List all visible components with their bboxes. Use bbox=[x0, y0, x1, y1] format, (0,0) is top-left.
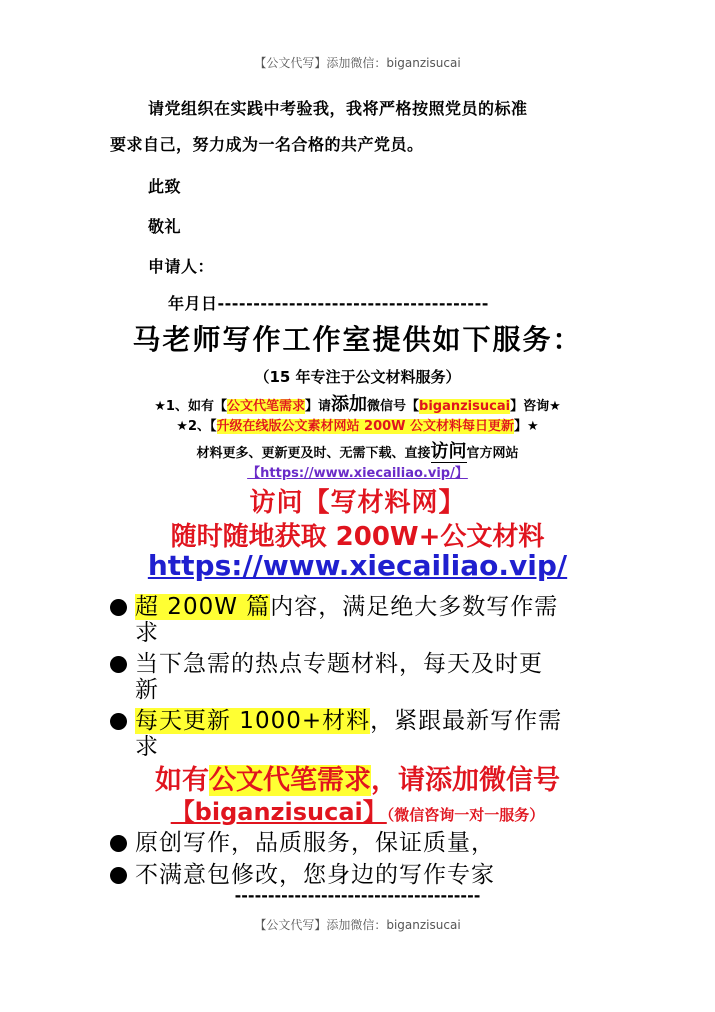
bullet-item-5 bbox=[110, 856, 495, 889]
service-item-1 bbox=[0, 390, 715, 416]
url-big-link[interactable]: https://www.xiecailiao.vip/ bbox=[147, 549, 568, 582]
url-small-link[interactable]: 【https://www.xiecailiao.vip/】 bbox=[247, 466, 468, 481]
ad-subtitle: （15 年专注于公文材料服务） bbox=[254, 368, 461, 386]
service-item-2 bbox=[0, 415, 715, 434]
bullet-3-wrap: 求 bbox=[135, 734, 159, 760]
visit-heading: 访问【写材料网】 bbox=[249, 488, 466, 518]
page-footer: 【公文代写】添加微信：biganzisucai bbox=[254, 918, 461, 932]
bullet-dot bbox=[110, 713, 127, 730]
item2-highlight: 升级在线版公文素材网站 200W 公文材料每日更新 bbox=[216, 419, 515, 434]
bullet-5-text: 不满意包修改，您身边的写作专家 bbox=[135, 862, 495, 888]
item1-prefix: ★1、如有【 bbox=[154, 399, 227, 414]
item1-wechat-id: biganzisucai bbox=[419, 399, 511, 414]
closing-jingli: 敬礼 bbox=[148, 217, 182, 236]
item2-line2-pre: 材料更多、更新更及时、无需下载、直接 bbox=[196, 446, 431, 461]
anytime-heading: 随时随地获取 200W+公文材料 bbox=[170, 522, 545, 552]
item2-end: 】★ bbox=[514, 419, 539, 434]
bullet-1-wrap: 求 bbox=[135, 620, 159, 646]
ad-title: 马老师写作工作室提供如下服务： bbox=[132, 323, 583, 356]
service-item-2-line-2 bbox=[0, 437, 715, 463]
letter-line-2: 要求自己，努力成为一名合格的共产党员。 bbox=[110, 135, 424, 154]
date-line: 年月日-------------------------------------- bbox=[168, 294, 489, 313]
bullet-2-text: 当下急需的热点专题材料，每天及时更 bbox=[135, 651, 543, 677]
letter-line-1: 请党组织在实践中考验我，我将严格按照党员的标准 bbox=[148, 99, 528, 118]
bullet-item-3 bbox=[110, 702, 562, 735]
item2-line2-post: 官方网站 bbox=[466, 446, 519, 461]
contact-highlight: 公文代笔需求 bbox=[209, 765, 371, 796]
contact-line-2 bbox=[0, 792, 715, 827]
contact-note: （微信咨询一对一服务） bbox=[386, 806, 545, 824]
contact-pre: 如有 bbox=[155, 765, 209, 796]
closing-cizhi: 此致 bbox=[148, 177, 182, 196]
bullet-dot bbox=[110, 656, 127, 673]
item1-highlight: 公文代笔需求 bbox=[226, 399, 305, 414]
item1-mid2: 微信号【 bbox=[367, 399, 420, 414]
bullet-item-4 bbox=[110, 824, 495, 857]
bullet-dot bbox=[110, 867, 127, 884]
url-small-line bbox=[0, 462, 715, 481]
bullet-dot bbox=[110, 599, 127, 616]
bullet-3-highlight: 每天更新 1000+材料 bbox=[135, 708, 371, 734]
item1-mid: 】请 bbox=[304, 399, 331, 414]
bullet-3-text: ，紧跟最新写作需 bbox=[370, 708, 563, 734]
bullet-dot bbox=[110, 835, 127, 852]
bullet-item-2 bbox=[110, 645, 543, 678]
page-header: 【公文代写】添加微信：biganzisucai bbox=[254, 56, 461, 70]
item1-add: 添加 bbox=[331, 394, 367, 415]
item2-line2-visit: 访问 bbox=[430, 441, 467, 462]
contact-post: ，请添加微信号 bbox=[371, 765, 560, 796]
bullet-1-highlight: 超 200W 篇 bbox=[135, 594, 271, 620]
bullet-4-text: 原创写作，品质服务，保证质量， bbox=[135, 830, 495, 856]
url-big-line bbox=[0, 549, 715, 582]
item1-end: 】咨询★ bbox=[510, 399, 561, 414]
applicant-label: 申请人： bbox=[148, 257, 215, 276]
bullet-item-1 bbox=[110, 588, 558, 621]
bullet-1-text: 内容，满足绝大多数写作需 bbox=[270, 594, 559, 620]
bullet-2-wrap: 新 bbox=[135, 677, 159, 703]
dash-divider: ------------------------------------- bbox=[234, 886, 481, 905]
item2-prefix: ★2、【 bbox=[176, 419, 217, 434]
contact-wechat-id: 【biganzisucai】 bbox=[170, 798, 387, 826]
